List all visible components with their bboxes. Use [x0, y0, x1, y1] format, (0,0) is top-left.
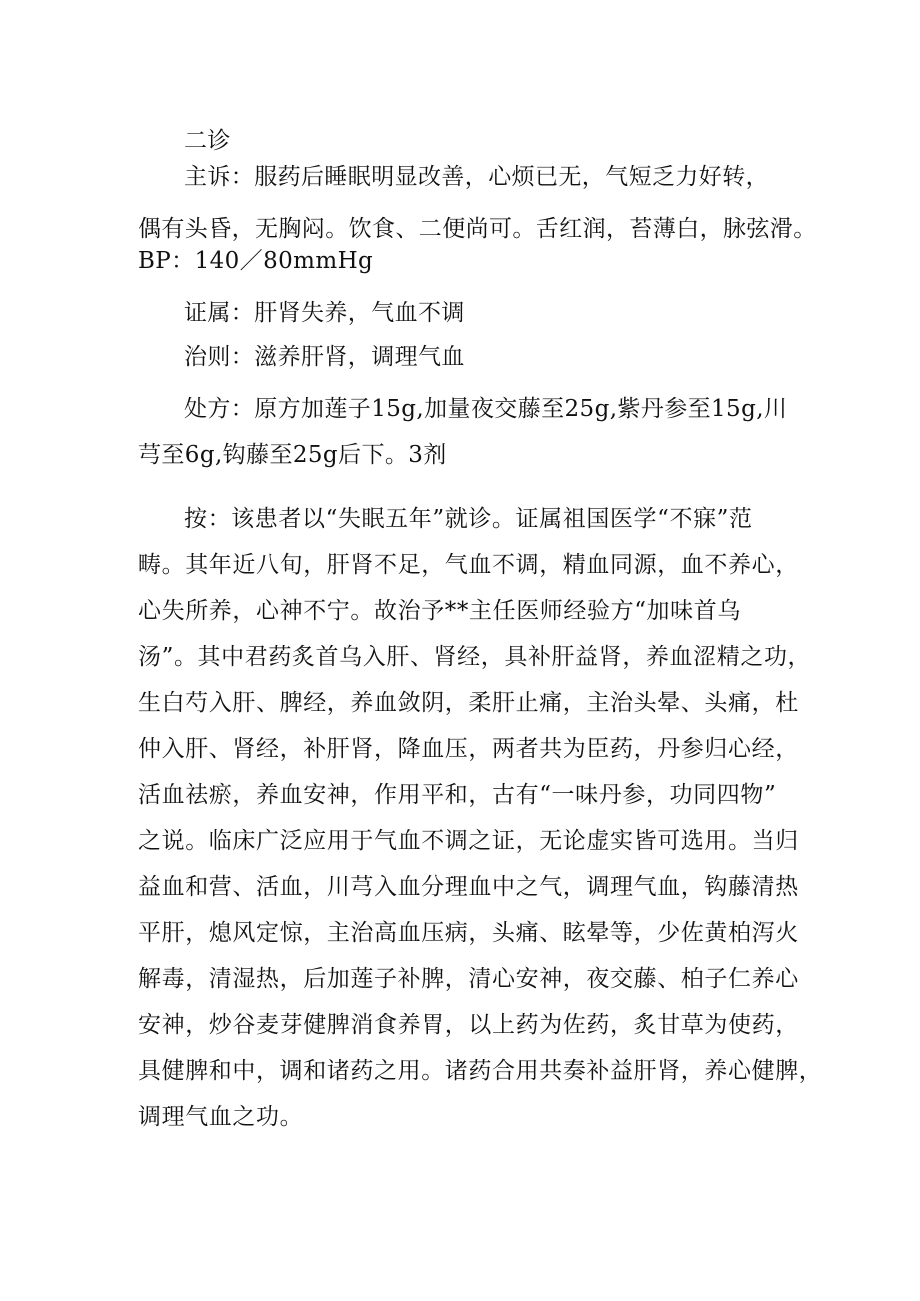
commentary-line: 仲入肝、肾经，补肝肾，降血压，两者共为臣药，丹参归心经，	[138, 736, 799, 762]
commentary-line: 具健脾和中，调和诸药之用。诸药合用共奏补益肝肾，养心健脾，	[138, 1058, 823, 1084]
commentary-line: 心失所养，心神不宁。故治予**主任医师经验方“加味首乌	[138, 598, 741, 624]
commentary-line: 活血祛瘀，养血安神，作用平和，古有“一味丹参，功同四物”	[138, 782, 777, 808]
visit-heading: 二诊	[184, 128, 231, 154]
complaint-line-2: 偶有头昏，无胸闷。饮食、二便尚可。舌红润，苔薄白，脉弦滑。	[138, 216, 817, 242]
commentary-line: 解毒，清湿热，后加莲子补脾，清心安神，夜交藤、柏子仁养心	[138, 966, 799, 992]
commentary-line: 平肝，熄风定惊，主治高血压病，头痛、眩晕等，少佐黄柏泻火	[138, 920, 799, 946]
commentary-line: 按：该患者以“失眠五年”就诊。证属祖国医学“不寐”范	[184, 506, 753, 532]
prescription-line-2: 芎至6g,钩藤至25g后下。3剂	[138, 442, 447, 468]
commentary-line: 调理气血之功。	[138, 1104, 304, 1130]
blood-pressure-line: BP：140／80mmHg	[138, 248, 374, 274]
commentary-line: 汤”。其中君药炙首乌入肝、肾经，具补肝益肾，养血涩精之功，	[138, 644, 812, 670]
commentary-line: 益血和营、活血，川芎入血分理血中之气，调理气血，钩藤清热	[138, 874, 799, 900]
commentary-line: 之说。临床广泛应用于气血不调之证，无论虚实皆可选用。当归	[138, 828, 799, 854]
syndrome-line: 证属：肝肾失养，气血不调	[184, 300, 465, 326]
complaint-line-1: 主诉：服药后睡眠明显改善，心烦已无，气短乏力好转，	[184, 164, 769, 190]
prescription-line-1: 处方：原方加莲子15g,加量夜交藤至25g,紫丹参至15g,川	[184, 396, 788, 422]
treatment-line: 治则：滋养肝肾，调理气血	[184, 344, 465, 370]
commentary-line: 畴。其年近八旬，肝肾不足，气血不调，精血同源，血不养心，	[138, 552, 799, 578]
commentary-line: 安神，炒谷麦芽健脾消食养胃，以上药为佐药，炙甘草为使药，	[138, 1012, 799, 1038]
commentary-line: 生白芍入肝、脾经，养血敛阴，柔肝止痛，主治头晕、头痛，杜	[138, 690, 799, 716]
